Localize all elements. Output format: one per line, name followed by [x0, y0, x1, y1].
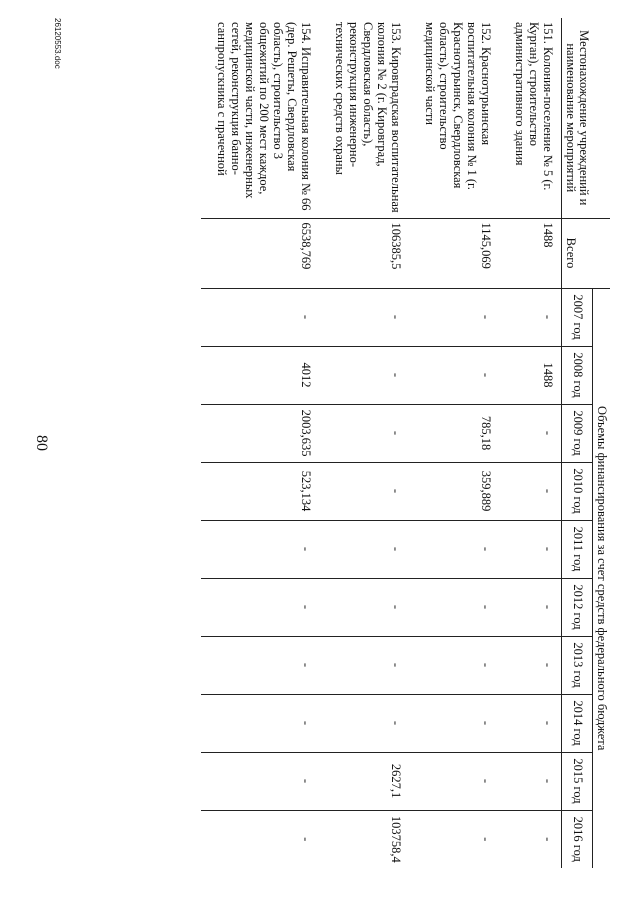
row-value: - — [319, 636, 409, 694]
row-value: - — [319, 462, 409, 520]
row-total: 6538,769 — [201, 218, 319, 288]
row-value: - — [409, 810, 499, 868]
document-page — [20, 18, 620, 868]
table-row — [319, 18, 409, 868]
row-value: 785,18 — [409, 404, 499, 462]
total-column-header: Всего — [562, 218, 593, 288]
row-value: - — [201, 520, 319, 578]
header-spacer — [592, 18, 610, 218]
row-value: - — [499, 752, 562, 810]
row-value: - — [201, 694, 319, 752]
row-value: 4012 — [201, 346, 319, 404]
row-value: - — [499, 694, 562, 752]
row-value: - — [499, 288, 562, 346]
row-value: - — [499, 578, 562, 636]
row-value: 523,134 — [201, 462, 319, 520]
year-header: 2013 год — [562, 636, 593, 694]
header-spacer — [592, 218, 610, 288]
row-total: 106385,5 — [319, 218, 409, 288]
row-value: - — [201, 636, 319, 694]
row-value: - — [409, 578, 499, 636]
name-column-header: Местонахождение учреждений и наименование мероприятий — [562, 18, 593, 218]
page-number: 80 — [33, 435, 50, 451]
table-row — [201, 18, 319, 868]
document-id: 26120553.doc — [53, 18, 62, 69]
row-value: - — [319, 288, 409, 346]
row-name: 153. Кировградская воспитательная колония № 2 (г. Кировград, Свердловская область), реконструкция инженерно-технических средств охраны — [333, 22, 404, 213]
year-header: 2007 год — [562, 288, 593, 346]
row-value: - — [201, 578, 319, 636]
financing-table — [201, 18, 610, 868]
row-name: 152. Краснотурьинская воспитательная колония № 1 (г. Краснотурьинск, Свердловская область), строительство медицинской части — [423, 22, 494, 190]
row-value: 2627,1 — [319, 752, 409, 810]
row-total: 1488 — [499, 218, 562, 288]
row-value: - — [319, 694, 409, 752]
row-value: - — [319, 346, 409, 404]
row-value: - — [499, 462, 562, 520]
row-value: - — [499, 636, 562, 694]
year-header: 2011 год — [562, 520, 593, 578]
row-value: - — [499, 520, 562, 578]
year-header: 2008 год — [562, 346, 593, 404]
row-value: - — [409, 636, 499, 694]
row-value: - — [319, 404, 409, 462]
row-value: - — [201, 810, 319, 868]
row-value: - — [499, 810, 562, 868]
year-header: 2010 год — [562, 462, 593, 520]
row-value: - — [319, 520, 409, 578]
row-value: - — [319, 578, 409, 636]
year-header: 2014 год — [562, 694, 593, 752]
row-name: 154. Исправительная колония № 66 (дер. Решеты, Свердловская область), строительство 3 общежитий по 200 мест каждое, медицинской части, инженерных сетей, реконструкция банно-санпропускника с прачечной — [215, 22, 314, 211]
row-value: - — [409, 346, 499, 404]
row-value: - — [409, 288, 499, 346]
row-value: - — [499, 404, 562, 462]
table-row — [499, 18, 562, 868]
row-value: 103758,4 — [319, 810, 409, 868]
year-header: 2012 год — [562, 578, 593, 636]
row-name: 151. Колония-поселение № 5 (г. Курган), строительство административного здания — [513, 22, 556, 191]
funding-group-header: Объемы финансирования за счет средств федерального бюджета — [592, 288, 610, 868]
row-value: 1488 — [499, 346, 562, 404]
year-header: 2016 год — [562, 810, 593, 868]
row-total: 1145,069 — [409, 218, 499, 288]
row-value: - — [201, 752, 319, 810]
row-value: - — [409, 752, 499, 810]
row-value: - — [409, 520, 499, 578]
year-header: 2009 год — [562, 404, 593, 462]
row-value: 359,889 — [409, 462, 499, 520]
year-header: 2015 год — [562, 752, 593, 810]
table-row — [409, 18, 499, 868]
row-value: - — [409, 694, 499, 752]
row-value: - — [201, 288, 319, 346]
row-value: 2003,635 — [201, 404, 319, 462]
